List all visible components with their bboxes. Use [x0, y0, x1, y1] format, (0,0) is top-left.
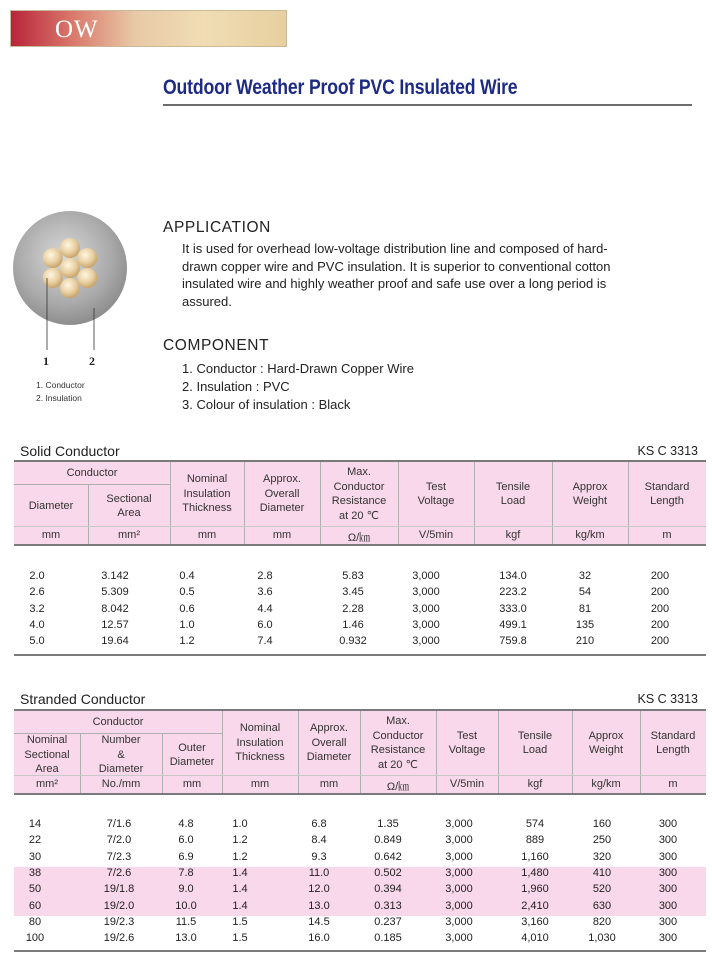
solid-table-cell: 499.1	[499, 618, 527, 631]
stranded-table-cell: 300	[658, 899, 678, 912]
solid-table-cell: 0.6	[179, 602, 195, 615]
stranded-table-cell: 3,000	[445, 883, 473, 896]
stranded-table-cell: 19/2.0	[103, 899, 135, 912]
stranded-header-line: Sectional	[24, 748, 70, 761]
solid-table-cell: 3,000	[412, 570, 440, 582]
solid-column-header-text	[182, 472, 232, 516]
solid-group-underline	[14, 484, 170, 485]
stranded-table-cell: 300	[658, 818, 678, 830]
application-line: assured.	[182, 293, 232, 309]
stranded-header-line: Weight	[588, 744, 624, 756]
stranded-unit-cell: mm	[250, 778, 270, 790]
stranded-table-cell: 3,000	[445, 866, 473, 879]
stranded-column-header	[80, 735, 162, 775]
stranded-table-cell: 8.4	[311, 834, 327, 847]
stranded-table-cell: 19/1.8	[103, 883, 135, 896]
solid-table-cell: 3,000	[412, 586, 440, 599]
solid-table-cell: 32	[578, 570, 592, 582]
stranded-header-line: Diameter	[169, 756, 215, 768]
stranded-table-cell: 574	[525, 818, 545, 830]
stranded-table-cell: 12.0	[308, 883, 330, 896]
application-line: drawn copper wire and PVC insulation. It is superior to conventional cotton	[182, 258, 611, 274]
solid-header-line: Standard	[644, 480, 690, 493]
stranded-table-cell: 889	[525, 834, 545, 847]
stranded-table-cell: 320	[592, 850, 612, 863]
title-underline	[163, 104, 692, 106]
solid-table-cell: 5.309	[101, 586, 129, 599]
solid-column-header-text	[29, 499, 74, 514]
strand	[60, 278, 80, 298]
callout-number-1: 1	[43, 354, 49, 368]
solid-column-header	[552, 462, 628, 526]
solid-header-line: Sectional	[106, 492, 152, 505]
stranded-table-title: Stranded Conductor	[20, 691, 146, 707]
stranded-table-standard: KS C 3313	[637, 692, 698, 706]
stranded-table-bottom-rule	[14, 950, 706, 952]
solid-table-cell: 200	[650, 602, 670, 615]
solid-header-line: Insulation	[183, 487, 231, 500]
solid-table-cell: 333.0	[499, 602, 527, 615]
application-line: insulated wire and highly weather proof and safe use over a long period is	[182, 276, 607, 292]
stranded-table-cell: 410	[592, 866, 612, 879]
solid-table-cell: 81	[578, 602, 592, 615]
solid-table-cell: 210	[575, 635, 595, 648]
solid-header-line: Length	[650, 495, 684, 507]
solid-column-header	[628, 462, 706, 526]
stranded-header-line: Test	[456, 729, 478, 742]
stranded-table-cell: 2,410	[521, 899, 549, 912]
solid-table-cell: 3.2	[29, 602, 45, 615]
solid-table-cell: 200	[650, 570, 670, 582]
stranded-header-line: Resistance	[370, 744, 426, 756]
stranded-unit-cell: mm	[319, 778, 339, 790]
stranded-column-header	[298, 711, 360, 775]
stranded-table-cell: 1.5	[232, 932, 248, 945]
stranded-unit-cell: V/5min	[449, 778, 485, 790]
stranded-table-cell: 22	[28, 834, 42, 847]
stranded-column-header	[162, 735, 222, 775]
solid-header-line: Test	[425, 480, 447, 493]
stranded-column-header	[572, 711, 640, 775]
stranded-table-cell: 50	[28, 883, 42, 896]
page-title: Outdoor Weather Proof PVC Insulated Wire	[163, 76, 518, 99]
application-heading: APPLICATION	[163, 219, 271, 236]
solid-table-cell: 135	[575, 618, 595, 631]
stranded-column-header-text	[449, 729, 486, 758]
stranded-table-cell: 3,000	[445, 834, 473, 847]
stranded-table-cell: 19/2.6	[103, 932, 135, 945]
stranded-table-cell: 6.0	[178, 834, 194, 847]
solid-table-cell: 3.142	[101, 570, 129, 582]
stranded-table-cell: 1.4	[232, 866, 248, 879]
stranded-table-cell: 3,000	[445, 932, 473, 945]
cable-cross-section-diagram	[12, 210, 132, 330]
solid-table-cell: 134.0	[499, 570, 527, 582]
stranded-table-cell: 0.849	[374, 834, 402, 847]
stranded-table-cell: 300	[658, 932, 678, 945]
solid-table-cell: 0.932	[339, 635, 367, 648]
stranded-table-cell: 300	[658, 834, 678, 847]
application-line: It is used for overhead low-voltage distribution line and composed of hard-	[182, 241, 608, 256]
solid-column-header-text	[645, 480, 690, 509]
stranded-header-line: Nominal	[239, 722, 281, 735]
legend-insulation: 2. Insulation	[36, 393, 82, 403]
solid-table-cell: 8.042	[101, 602, 129, 615]
solid-table-cell: 3,000	[412, 618, 440, 631]
stranded-header-line: Overall	[311, 736, 347, 749]
solid-table-cell: 2.28	[342, 602, 364, 615]
stranded-table-cell: 160	[592, 818, 612, 830]
stranded-table-cell: 1,160	[521, 850, 549, 863]
solid-header-line: Diameter	[259, 502, 305, 515]
stranded-header-line: Outer	[178, 741, 206, 754]
stranded-header-line: Nominal	[26, 734, 68, 747]
solid-group-header-conductor: Conductor	[66, 466, 118, 479]
solid-table-title: Solid Conductor	[20, 443, 120, 459]
stranded-column-header	[640, 711, 706, 775]
stranded-table-cell: 1,030	[588, 932, 616, 945]
solid-header-line: Nominal	[186, 473, 228, 486]
solid-table-cell: 3.6	[257, 586, 273, 599]
stranded-column-header-text	[589, 729, 624, 758]
solid-header-line: Diameter	[28, 499, 74, 512]
solid-table-cell: 0.4	[179, 570, 195, 582]
stranded-header-line: Approx	[588, 729, 624, 742]
stranded-header-line: Max.	[386, 715, 410, 727]
stranded-header-line: Tensile	[517, 729, 553, 742]
stranded-column-header	[436, 711, 498, 775]
solid-units-bottom-rule	[14, 544, 706, 546]
solid-table-cell: 12.57	[101, 618, 129, 631]
solid-table-cell: 3,000	[412, 635, 440, 648]
solid-column-header-text	[418, 480, 455, 509]
stranded-table-cell: 7.8	[178, 866, 194, 879]
stranded-header-line: Length	[656, 744, 690, 756]
stranded-header-line: Insulation	[236, 736, 284, 749]
solid-table-cell: 54	[578, 586, 592, 599]
solid-header-line: Voltage	[417, 495, 455, 507]
solid-unit-cell: kg/km	[575, 529, 605, 541]
solid-table-cell: 2.6	[29, 586, 45, 599]
component-item: 1. Conductor : Hard-Drawn Copper Wire	[182, 361, 414, 376]
stranded-table-cell: 300	[658, 915, 678, 928]
solid-table-cell: 19.64	[101, 635, 129, 648]
solid-column-header-text	[332, 465, 386, 523]
stranded-column-header-text	[170, 741, 215, 770]
stranded-table-cell: 1,960	[521, 883, 549, 896]
solid-column-header-text	[106, 492, 151, 521]
solid-table-cell: 3,000	[412, 602, 440, 615]
stranded-header-line: Thickness	[235, 751, 285, 764]
stranded-unit-cell: m	[668, 778, 678, 790]
solid-column-header-text	[573, 480, 608, 509]
solid-unit-cell: kgf	[505, 529, 521, 541]
stranded-table-cell: 250	[592, 834, 612, 847]
stranded-table-cell: 300	[658, 866, 678, 879]
solid-column-header	[88, 486, 170, 526]
stranded-header-line: at 20 ℃	[378, 758, 418, 771]
stranded-table-cell: 6.8	[311, 818, 327, 830]
solid-table-cell: 2.8	[257, 570, 273, 582]
solid-header-line: Thickness	[182, 502, 232, 515]
stranded-table-cell: 300	[658, 850, 678, 863]
stranded-table-cell: 3,000	[445, 818, 473, 830]
component-item: 2. Insulation : PVC	[182, 379, 290, 394]
stranded-column-header	[14, 735, 80, 775]
stranded-header-line: Standard	[650, 729, 696, 742]
solid-table-cell: 5.83	[342, 570, 364, 582]
solid-unit-cell: V/5min	[418, 529, 454, 541]
strand	[77, 268, 97, 288]
stranded-header-line: Load	[522, 744, 548, 756]
solid-table-cell: 1.0	[179, 618, 195, 631]
stranded-table-cell: 1.4	[232, 899, 248, 912]
solid-header-line: at 20 ℃	[339, 509, 379, 522]
stranded-header-line: Diameter	[98, 763, 144, 776]
stranded-unit-cell: kgf	[527, 778, 543, 790]
solid-table-cell: 200	[650, 635, 670, 648]
solid-table-cell: 759.8	[499, 635, 527, 648]
stranded-table-cell: 19/2.3	[103, 915, 135, 928]
solid-column-header	[14, 486, 88, 526]
solid-unit-cell: mm	[41, 529, 61, 541]
solid-table-cell: 200	[650, 586, 670, 599]
logo-banner	[10, 10, 287, 47]
stranded-column-header-text	[235, 721, 285, 765]
stranded-table-cell: 16.0	[308, 932, 330, 945]
stranded-column-header-text	[518, 729, 552, 758]
stranded-table-cell: 1.2	[232, 834, 248, 847]
solid-header-line: Tensile	[495, 480, 531, 493]
stranded-table-cell: 1.35	[377, 818, 399, 830]
solid-unit-cell: mm²	[118, 529, 140, 541]
solid-table-bottom-rule	[14, 654, 706, 656]
solid-table-cell: 223.2	[499, 586, 527, 599]
stranded-table-cell: 3,000	[445, 915, 473, 928]
stranded-table-cell: 7/2.6	[106, 866, 132, 879]
stranded-table-cell: 13.0	[308, 899, 330, 912]
stranded-column-header-text	[24, 733, 69, 777]
callout-leads	[12, 330, 132, 352]
stranded-table-cell: 7/2.0	[106, 834, 132, 847]
stranded-column-header-text	[371, 714, 425, 772]
stranded-header-line: &	[117, 748, 125, 761]
stranded-table-cell: 11.5	[175, 915, 197, 928]
stranded-table-cell: 11.0	[308, 866, 330, 879]
logo-text: OW	[55, 16, 99, 43]
solid-table-cell: 4.0	[29, 618, 45, 631]
solid-column-header	[474, 462, 552, 526]
stranded-table-cell: 9.3	[311, 850, 327, 863]
stranded-table-cell: 1.2	[232, 850, 248, 863]
stranded-table-cell: 7/2.3	[106, 850, 132, 863]
solid-table-cell: 1.46	[342, 618, 364, 631]
stranded-column-header	[498, 711, 572, 775]
solid-header-unit-separator	[14, 526, 706, 527]
stranded-table-cell: 30	[28, 850, 42, 863]
solid-table-cell: 1.2	[179, 635, 195, 648]
stranded-table-cell: 100	[25, 932, 45, 945]
solid-header-line: Approx	[572, 480, 608, 493]
stranded-table-cell: 60	[28, 899, 42, 912]
solid-column-header	[170, 462, 244, 526]
stranded-table-cell: 4,010	[521, 932, 549, 945]
stranded-table-cell: 0.502	[374, 866, 402, 879]
solid-table-cell: 4.4	[257, 602, 273, 615]
stranded-unit-cell: No./mm	[101, 778, 141, 790]
solid-column-header	[244, 462, 320, 526]
stranded-header-line: Approx.	[310, 722, 348, 735]
stranded-header-line: Area	[35, 763, 59, 776]
legend-conductor: 1. Conductor	[36, 380, 85, 390]
solid-column-header-text	[260, 472, 305, 516]
solid-table-standard: KS C 3313	[637, 444, 698, 458]
solid-unit-cell: Ω/㎞	[347, 532, 371, 544]
solid-table-cell: 3.45	[342, 586, 364, 599]
stranded-table-cell: 6.9	[178, 850, 194, 863]
solid-unit-cell: mm	[272, 529, 292, 541]
stranded-table-cell: 14	[28, 818, 42, 830]
stranded-table-cell: 0.394	[374, 883, 402, 896]
stranded-header-line: Conductor	[372, 729, 424, 742]
solid-column-header	[398, 462, 474, 526]
solid-header-line: Resistance	[331, 495, 387, 507]
stranded-table-cell: 820	[592, 915, 612, 928]
stranded-unit-cell: mm	[182, 778, 202, 790]
solid-table-cell: 6.0	[257, 618, 273, 631]
stranded-column-header-text	[651, 729, 696, 758]
solid-header-line: Weight	[572, 495, 608, 507]
stranded-header-line: Number	[101, 734, 141, 747]
stranded-unit-cell: kg/km	[591, 778, 621, 790]
stranded-unit-cell: Ω/㎞	[386, 781, 410, 793]
solid-table-cell: 200	[650, 618, 670, 631]
solid-table-cell: 7.4	[257, 635, 273, 648]
stranded-column-header-text	[307, 721, 352, 765]
stranded-table-cell: 3,160	[521, 915, 549, 928]
stranded-table-cell: 1.4	[232, 883, 248, 896]
stranded-header-line: Voltage	[448, 744, 486, 756]
solid-header-line: Load	[500, 495, 526, 507]
stranded-column-header	[222, 711, 298, 775]
strand	[43, 248, 63, 268]
stranded-table-cell: 3,000	[445, 850, 473, 863]
stranded-table-cell: 1.5	[232, 915, 248, 928]
solid-header-line: Conductor	[333, 480, 385, 493]
stranded-table-cell: 0.185	[374, 932, 402, 945]
stranded-table-cell: 300	[658, 883, 678, 896]
strand	[60, 238, 80, 258]
stranded-header-unit-separator	[14, 775, 706, 776]
solid-header-line: Max.	[347, 466, 371, 478]
solid-table-cell: 2.0	[29, 570, 45, 582]
solid-header-line: Area	[117, 507, 141, 519]
solid-unit-cell: mm	[197, 529, 217, 541]
stranded-table-cell: 1.0	[232, 818, 248, 830]
solid-header-line: Approx.	[263, 473, 301, 486]
stranded-table-cell: 38	[28, 866, 42, 879]
strand	[43, 268, 63, 288]
solid-column-header	[320, 462, 398, 526]
component-heading: COMPONENT	[163, 337, 270, 354]
stranded-unit-cell: mm²	[36, 778, 58, 790]
stranded-table-cell: 10.0	[175, 899, 197, 912]
application-text	[182, 240, 622, 310]
solid-header-line: Overall	[264, 487, 300, 500]
stranded-table-cell: 7/1.6	[106, 818, 132, 830]
stranded-table-cell: 13.0	[175, 932, 197, 945]
strand	[60, 258, 80, 278]
stranded-table-cell: 0.642	[374, 850, 402, 863]
stranded-table-cell: 80	[28, 915, 42, 928]
component-item: 3. Colour of insulation : Black	[182, 397, 351, 412]
stranded-units-bottom-rule	[14, 793, 706, 795]
stranded-header-line: Diameter	[306, 751, 352, 764]
stranded-column-header-text	[99, 733, 144, 777]
solid-table-cell: 5.0	[29, 635, 45, 648]
solid-unit-cell: m	[662, 529, 672, 541]
solid-column-header-text	[496, 480, 530, 509]
callout-number-2: 2	[89, 354, 95, 368]
stranded-table-cell: 520	[592, 883, 612, 896]
stranded-table-cell: 1,480	[521, 866, 549, 879]
stranded-table-cell: 630	[592, 899, 612, 912]
solid-table-cell: 0.5	[179, 586, 195, 599]
strand	[77, 248, 97, 268]
stranded-column-header	[360, 711, 436, 775]
stranded-table-cell: 4.8	[178, 818, 194, 830]
stranded-group-header-conductor: Conductor	[92, 715, 144, 728]
stranded-table-cell: 0.313	[374, 899, 402, 912]
stranded-table-cell: 9.0	[178, 883, 194, 896]
stranded-table-cell: 0.237	[374, 915, 402, 928]
stranded-table-cell: 3,000	[445, 899, 473, 912]
stranded-table-cell: 14.5	[308, 915, 330, 928]
